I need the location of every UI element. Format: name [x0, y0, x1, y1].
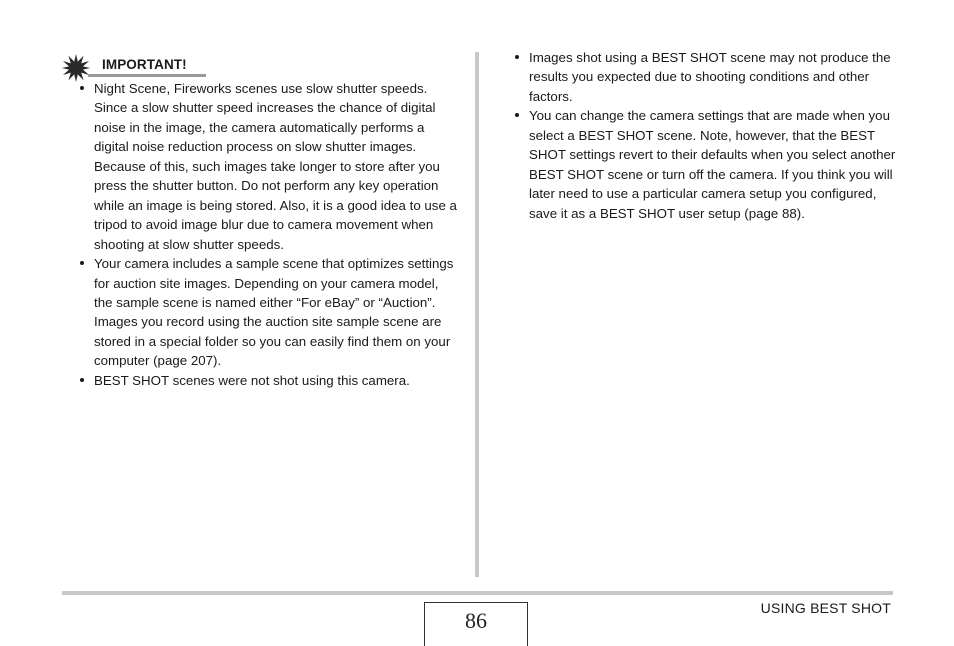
bullet-icon: [515, 113, 519, 117]
bullet-icon: [80, 86, 84, 90]
list-item: Night Scene, Fireworks scenes use slow shutter speeds. Since a slow shutter speed increases the chance of digital noise in the image, the camera automatically performs a digital noise reduction process on slow shutter images. Because of this, such images take longer to store after you press the shutter button. Do not perform any key operation while an image is being stored. Also, it is a good idea to use a tripod to avoid image blur due to camera movement when shooting at slow shutter speeds.: [62, 79, 460, 254]
list-item: You can change the camera settings that are made when you select a BEST SHOT scene. Note, however, that the BEST SHOT settings revert to their defaults when you select another BEST SHOT scene or turn off the camera. If you think you will later need to use a particular camera setup you configured, save it as a BEST SHOT user setup (page 88).: [497, 106, 897, 223]
page-number-box: [424, 602, 528, 646]
bullet-icon: [80, 378, 84, 382]
bullet-icon: [515, 55, 519, 59]
list-item: Your camera includes a sample scene that optimizes settings for auction site images. Depending on your camera model, the sample scene is named either “For eBay” or “Auction”. Images you record using the auction site sample scene are stored in a special folder so you can easily find them on your computer (page 207).: [62, 254, 460, 371]
important-header: [62, 54, 208, 78]
important-underline: [88, 74, 206, 77]
page-number: 86: [465, 608, 487, 633]
footer-rule: [62, 591, 893, 595]
important-bullet-list: [62, 79, 460, 390]
column-divider: [475, 52, 479, 577]
list-item: Images shot using a BEST SHOT scene may not produce the results you expected due to shooting conditions and other factors.: [497, 48, 897, 106]
burst-icon: [62, 54, 90, 82]
bullet-icon: [80, 261, 84, 265]
section-title: USING BEST SHOT: [760, 600, 891, 616]
notes-bullet-list: [497, 48, 897, 223]
important-label: IMPORTANT!: [102, 57, 187, 72]
list-item: BEST SHOT scenes were not shot using this camera.: [62, 371, 460, 390]
